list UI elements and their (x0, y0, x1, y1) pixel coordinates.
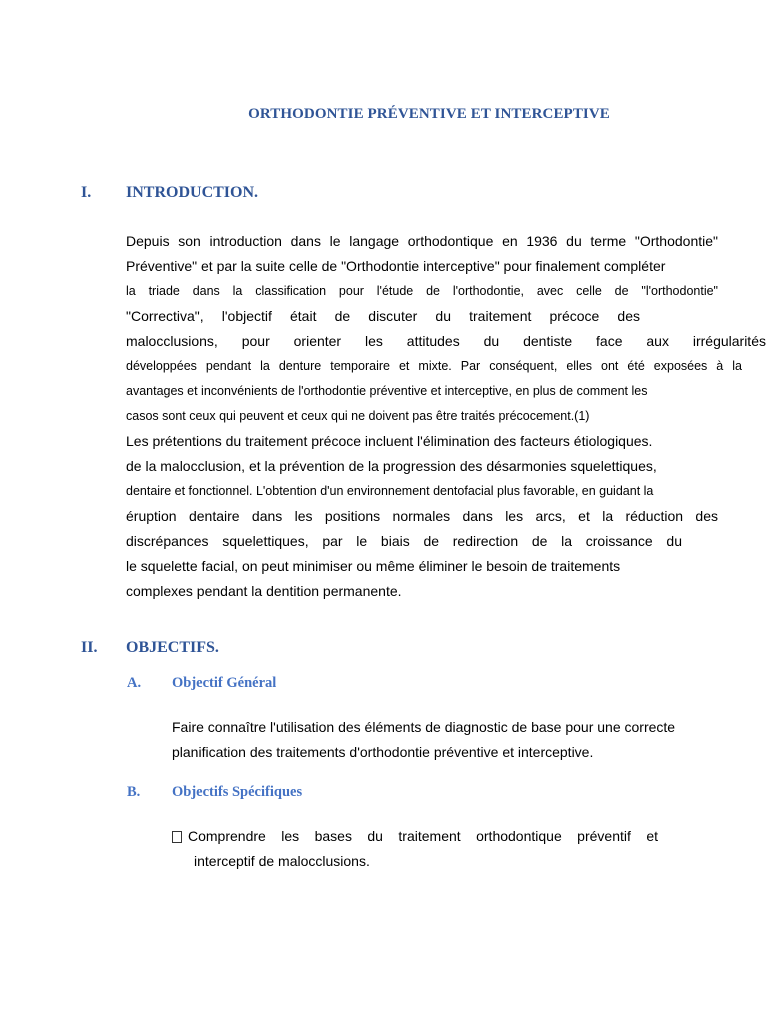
subsection-heading-objectif-general: Objectif Général (172, 675, 277, 691)
subsection-letter: A. (127, 675, 142, 691)
section-heading-objectifs: OBJECTIFS. (126, 639, 219, 656)
introduction-paragraph (126, 229, 766, 604)
subsection-letter: B. (127, 784, 141, 800)
text-line: éruption dentaire dans les positions normales dans les arcs, et la réduction des (126, 508, 718, 524)
text-line: malocclusions, pour orienter les attitudes du dentiste face aux irrégularités (126, 333, 766, 349)
text-line: "Correctiva", l'objectif était de discuter du traitement précoce des (126, 308, 640, 324)
section-heading-introduction: INTRODUCTION. (126, 184, 259, 201)
text-line: le squelette facial, on peut minimiser ou même éliminer le besoin de traitements (126, 558, 621, 574)
text-line: casos sont ceux qui peuvent et ceux qui ne doivent pas être traités précocement.(1) (126, 409, 590, 423)
text-line: interceptif de malocclusions. (194, 853, 370, 869)
text-line: Depuis son introduction dans le langage orthodontique en 1936 du terme "Orthodontie" (126, 233, 718, 249)
text-line: Faire connaître l'utilisation des éléments de diagnostic de base pour une correcte (172, 719, 676, 735)
text-line: développées pendant la denture temporaire et mixte. Par conséquent, elles ont été exposées à la (126, 359, 742, 373)
section-number: II. (81, 639, 98, 656)
text-line: discrépances squelettiques, par le biais de redirection de la croissance du (126, 533, 682, 549)
text-line: de la malocclusion, et la prévention de la progression des désarmonies squelettiques, (126, 458, 657, 474)
document-title: ORTHODONTIE PRÉVENTIVE ET INTERCEPTIVE (248, 106, 610, 122)
checkbox-bullet-icon (172, 831, 182, 843)
text-line: Comprendre les bases du traitement orthodontique préventif et (188, 828, 658, 844)
text-line: Les prétentions du traitement précoce incluent l'élimination des facteurs étiologiques. (126, 433, 653, 449)
objectifs-specifiques-list (172, 824, 658, 874)
text-line: complexes pendant la dentition permanente. (126, 583, 402, 599)
text-line: planification des traitements d'orthodontie préventive et interceptive. (172, 744, 594, 760)
section-number: I. (81, 184, 92, 201)
objectif-general-paragraph (172, 715, 732, 765)
subsection-heading-objectifs-specifiques: Objectifs Spécifiques (172, 784, 303, 800)
text-line: dentaire et fonctionnel. L'obtention d'un environnement dentofacial plus favorable, en guidant la (126, 484, 654, 498)
text-line: avantages et inconvénients de l'orthodontie préventive et interceptive, en plus de comment les (126, 384, 648, 398)
text-line: Préventive" et par la suite celle de "Orthodontie interceptive" pour finalement compléter (126, 258, 666, 274)
list-item (172, 824, 658, 874)
text-line: la triade dans la classification pour l'étude de l'orthodontie, avec celle de "l'orthodontie" (126, 284, 718, 298)
